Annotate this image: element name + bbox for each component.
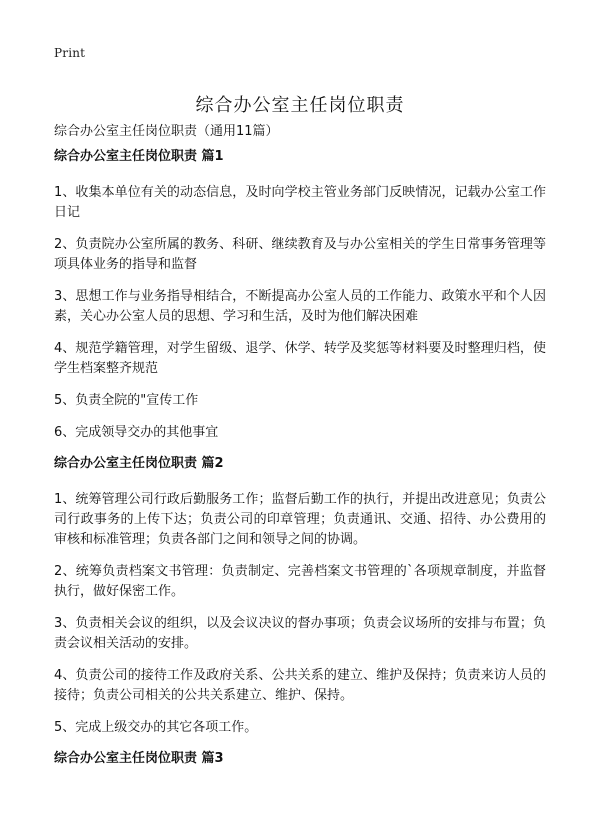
section-1-paragraph-5: 5、负责全院的"宣传工作	[54, 393, 199, 408]
section-1-paragraph-3: 3、思想工作与业务指导相结合，不断提高办公室人员的工作能力、政策水平和个人因素，关心办公室人员的思想、学习和生活，及时为他们解决困难	[54, 289, 546, 324]
section-1-paragraph-6: 6、完成领导交办的其他事宜	[54, 425, 219, 440]
section-1-paragraph-1: 1、收集本单位有关的动态信息，及时向学校主管业务部门反映情况，记载办公室工作日记	[54, 185, 546, 220]
section-heading-1: 综合办公室主任岗位职责 篇1	[54, 149, 224, 164]
section-2-paragraph-1: 1、统筹管理公司行政后勤服务工作；监督后勤工作的执行，并提出改进意见；负责公司行政事务的上传下达；负责公司的印章管理；负责通讯、交通、招待、办公费用的审核和标准管理；负责各部门之间和领导之间的协调。	[54, 492, 546, 547]
section-1-paragraph-2: 2、负责院办公室所属的教务、科研、继续教育及与办公室相关的学生日常事务管理等项具体业务的指导和监督	[54, 237, 546, 272]
section-1-paragraph-4: 4、规范学籍管理，对学生留级、退学、休学、转学及奖惩等材料要及时整理归档，使学生档案整齐规范	[54, 341, 546, 376]
document-intro: 综合办公室主任岗位职责（通用11篇）	[54, 124, 279, 139]
print-label: Print	[54, 46, 86, 60]
section-2-paragraph-4: 4、负责公司的接待工作及政府关系、公共关系的建立、维护及保持；负责来访人员的接待；负责公司相关的公共关系建立、维护、保持。	[54, 668, 546, 703]
document-body	[54, 148, 546, 785]
section-2-paragraph-3: 3、负责相关会议的组织，以及会议决议的督办事项；负责会议场所的安排与布置；负责会议相关活动的安排。	[54, 616, 546, 651]
section-heading-2: 综合办公室主任岗位职责 篇2	[54, 456, 224, 471]
section-2-paragraph-2: 2、统筹负责档案文书管理：负责制定、完善档案文书管理的`各项规章制度，并监督执行，做好保密工作。	[54, 564, 546, 599]
section-heading-3: 综合办公室主任岗位职责 篇3	[54, 751, 224, 766]
section-2-paragraph-5: 5、完成上级交办的其它各项工作。	[54, 720, 258, 735]
document-title: 综合办公室主任岗位职责	[195, 95, 405, 117]
